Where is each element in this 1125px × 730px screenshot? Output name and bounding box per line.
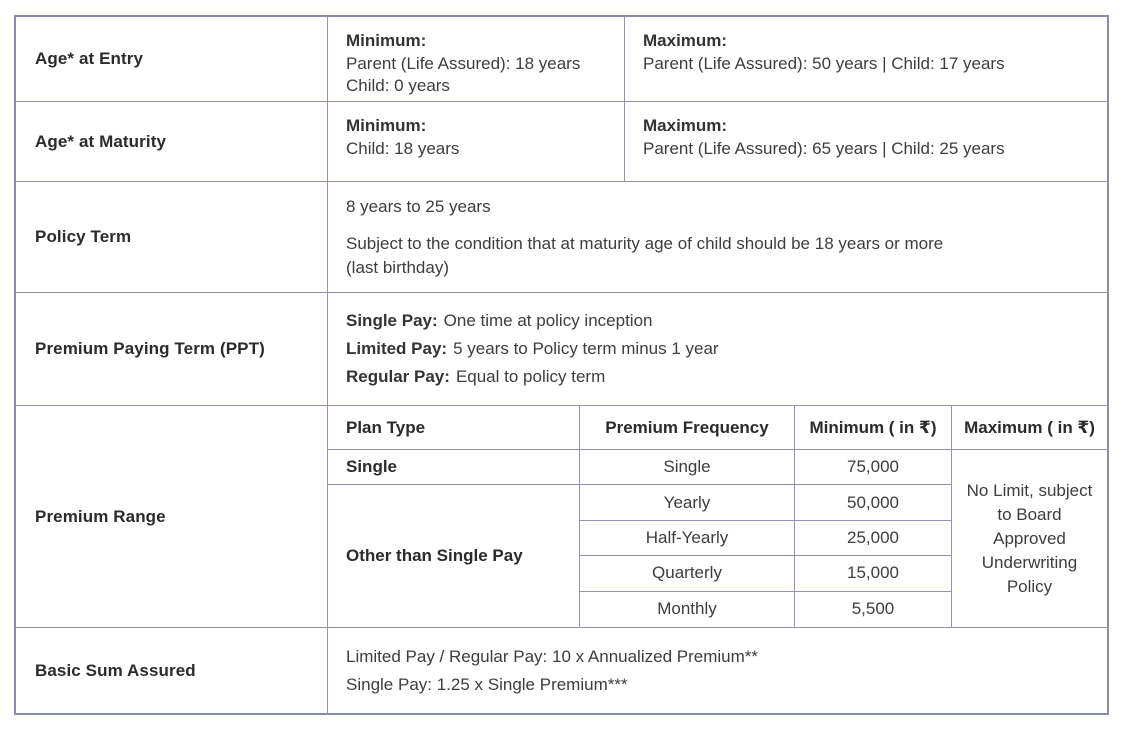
minimum-yearly: 50,000	[795, 485, 952, 520]
frequency-half-yearly: Half-Yearly	[580, 521, 795, 556]
plan-type-single: Single	[328, 450, 580, 485]
premium-paying-term-cell	[328, 293, 1107, 405]
ppt-limited-pay-line	[346, 335, 1089, 363]
plan-type-other-than-single-pay: Other than Single Pay	[328, 485, 580, 627]
basic-sum-assured-cell	[328, 628, 1107, 713]
sum-assured-single-pay-line: Single Pay: 1.25 x Single Premium***	[346, 674, 628, 694]
age-entry-maximum-cell	[625, 17, 1107, 101]
row-premium-paying-term	[16, 293, 1107, 406]
row-label-premium-range: Premium Range	[16, 406, 328, 627]
row-label-policy-term: Policy Term	[16, 182, 328, 292]
minimum-title: Minimum:	[346, 31, 427, 50]
eligibility-table	[14, 15, 1109, 715]
ppt-limited-pay-text: 5 years to Policy term minus 1 year	[453, 339, 719, 358]
col-header-plan-type: Plan Type	[328, 406, 580, 450]
row-label-basic-sum-assured: Basic Sum Assured	[16, 628, 328, 713]
col-header-minimum: Minimum ( in ₹)	[795, 406, 952, 450]
ppt-single-pay-text: One time at policy inception	[443, 311, 653, 330]
frequency-yearly: Yearly	[580, 485, 795, 520]
ppt-regular-pay-line	[346, 363, 1089, 391]
ppt-single-pay-line	[346, 307, 1089, 335]
row-label-premium-paying-term: Premium Paying Term (PPT)	[16, 293, 328, 405]
minimum-line: Parent (Life Assured): 18 years	[346, 53, 581, 73]
col-header-premium-frequency: Premium Frequency	[580, 406, 795, 450]
policy-term-range: 8 years to 25 years	[346, 196, 491, 216]
premium-range-table	[328, 406, 1107, 627]
policy-term-condition	[346, 232, 1089, 280]
ppt-regular-pay-lead: Regular Pay:	[346, 367, 450, 386]
minimum-monthly: 5,500	[795, 592, 952, 627]
row-label-age-at-maturity: Age* at Maturity	[16, 102, 328, 181]
policy-term-cell	[328, 182, 1107, 292]
ppt-single-pay-lead: Single Pay:	[346, 311, 438, 330]
policy-term-condition-line: (last birthday)	[346, 257, 449, 277]
row-basic-sum-assured	[16, 628, 1107, 713]
maximum-title: Maximum:	[643, 31, 728, 50]
sum-assured-limited-regular-line: Limited Pay / Regular Pay: 10 x Annualized Premium**	[346, 646, 758, 666]
age-maturity-maximum-cell	[625, 102, 1107, 181]
minimum-line: Child: 18 years	[346, 138, 460, 158]
ppt-limited-pay-lead: Limited Pay:	[346, 339, 448, 358]
age-maturity-minimum-cell	[328, 102, 625, 181]
frequency-monthly: Monthly	[580, 592, 795, 627]
maximum-line: Parent (Life Assured): 65 years | Child: 25 years	[643, 138, 1005, 158]
minimum-line: Child: 0 years	[346, 76, 450, 95]
maximum-title: Maximum:	[643, 116, 728, 135]
age-entry-minimum-cell	[328, 17, 625, 101]
ppt-regular-pay-text: Equal to policy term	[455, 367, 606, 386]
row-label-age-at-entry: Age* at Entry	[16, 17, 328, 101]
col-header-maximum: Maximum ( in ₹)	[952, 406, 1107, 450]
row-age-at-maturity	[16, 102, 1107, 182]
minimum-single: 75,000	[795, 450, 952, 485]
minimum-quarterly: 15,000	[795, 556, 952, 591]
frequency-single: Single	[580, 450, 795, 485]
maximum-line: Parent (Life Assured): 50 years | Child: 17 years	[643, 53, 1005, 73]
row-premium-range	[16, 406, 1107, 628]
maximum-no-limit-note: No Limit, subject to Board Approved Underwriting Policy	[966, 480, 1093, 596]
row-age-at-entry	[16, 17, 1107, 102]
frequency-quarterly: Quarterly	[580, 556, 795, 591]
policy-term-condition-line: Subject to the condition that at maturity age of child should be 18 years or more	[346, 233, 944, 253]
minimum-title: Minimum:	[346, 116, 427, 135]
minimum-half-yearly: 25,000	[795, 521, 952, 556]
row-policy-term	[16, 182, 1107, 293]
